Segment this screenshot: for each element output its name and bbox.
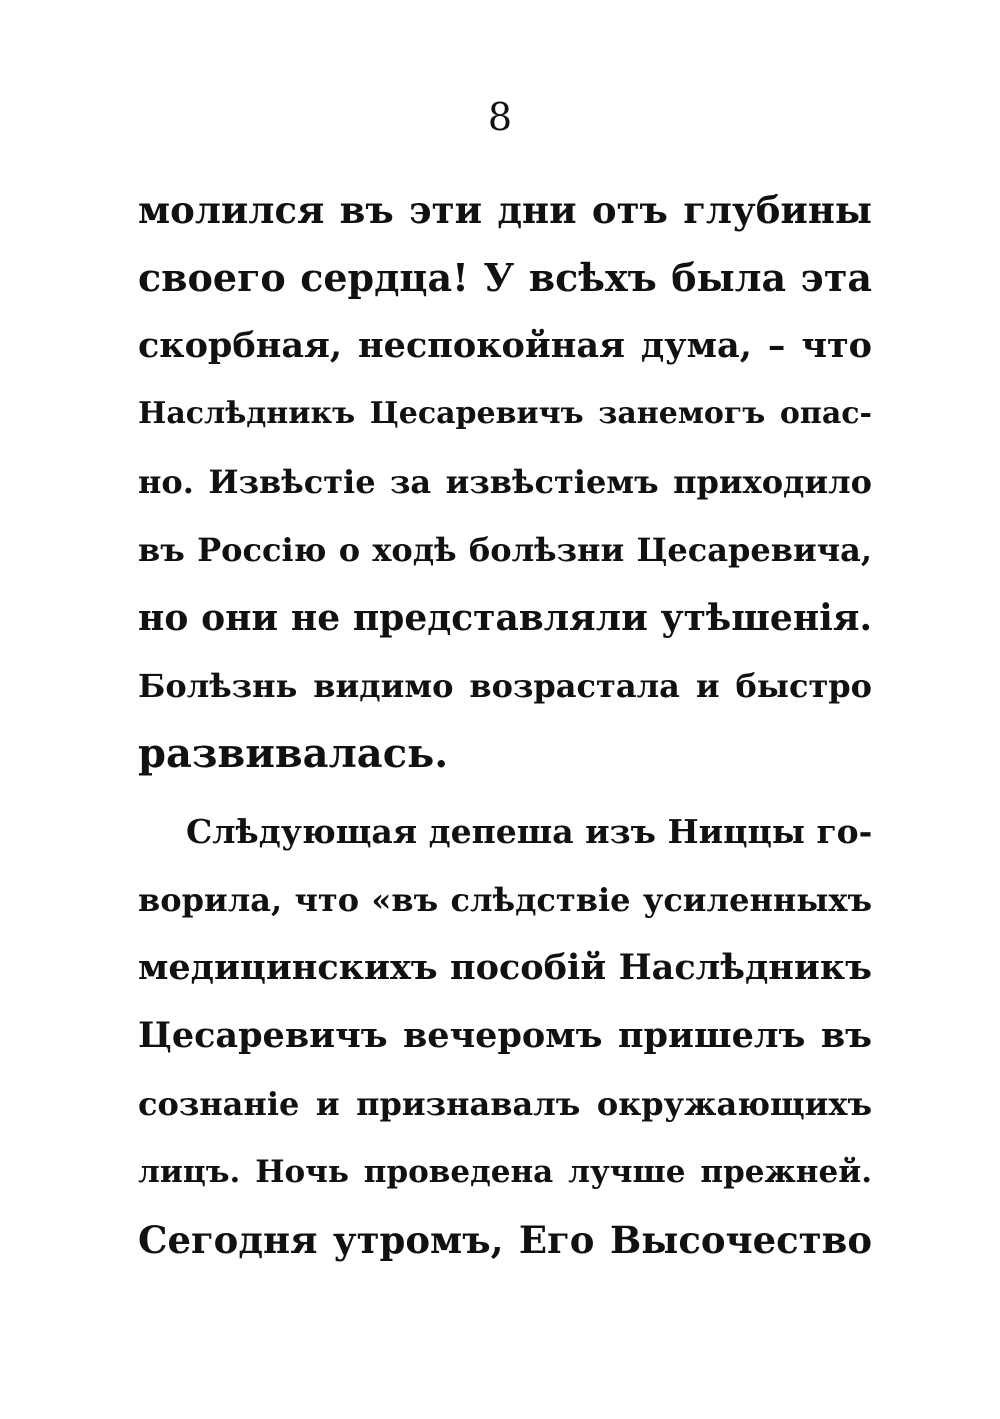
text-line: лицъ. Ночь проведена лучше прежней.: [138, 1154, 872, 1190]
text-line: Наслѣдникъ Цесаревичъ занемогъ опас-: [138, 396, 872, 431]
text-line: ворила, что «въ слѣдствіе усиленныхъ: [138, 881, 872, 919]
text-line: скорбная, неспокойная дума, – что: [138, 325, 872, 366]
text-line: Слѣдующая депеша изъ Ниццы го-: [186, 812, 872, 851]
text-line: Болѣзнь видимо возрастала и быстро: [138, 667, 872, 705]
text-line: медицинскихъ пособій Наслѣдникъ: [138, 947, 872, 988]
paragraph-gap: [138, 788, 872, 798]
text-line: въ Россію о ходѣ болѣзни Цесаревича,: [138, 531, 872, 569]
body-text: [138, 176, 872, 1274]
text-line: Цесаревичъ вечеромъ пришелъ въ: [138, 1015, 872, 1056]
text-line: развивалась.: [138, 730, 449, 777]
text-line: своего сердца! У всѣхъ была эта: [138, 255, 872, 300]
paragraph-1: [138, 176, 872, 788]
text-line: Сегодня утромъ, Его Высочество: [138, 1218, 872, 1262]
text-line: молился въ эти дни отъ глубины: [138, 188, 872, 232]
text-line: сознаніе и признавалъ окружающихъ: [138, 1085, 872, 1123]
text-line: но они не представляли утѣшенія.: [138, 597, 872, 639]
paragraph-2: [138, 798, 872, 1274]
page-number: 8: [487, 95, 513, 139]
text-line: но. Извѣстіе за извѣстіемъ приходило: [138, 463, 872, 501]
